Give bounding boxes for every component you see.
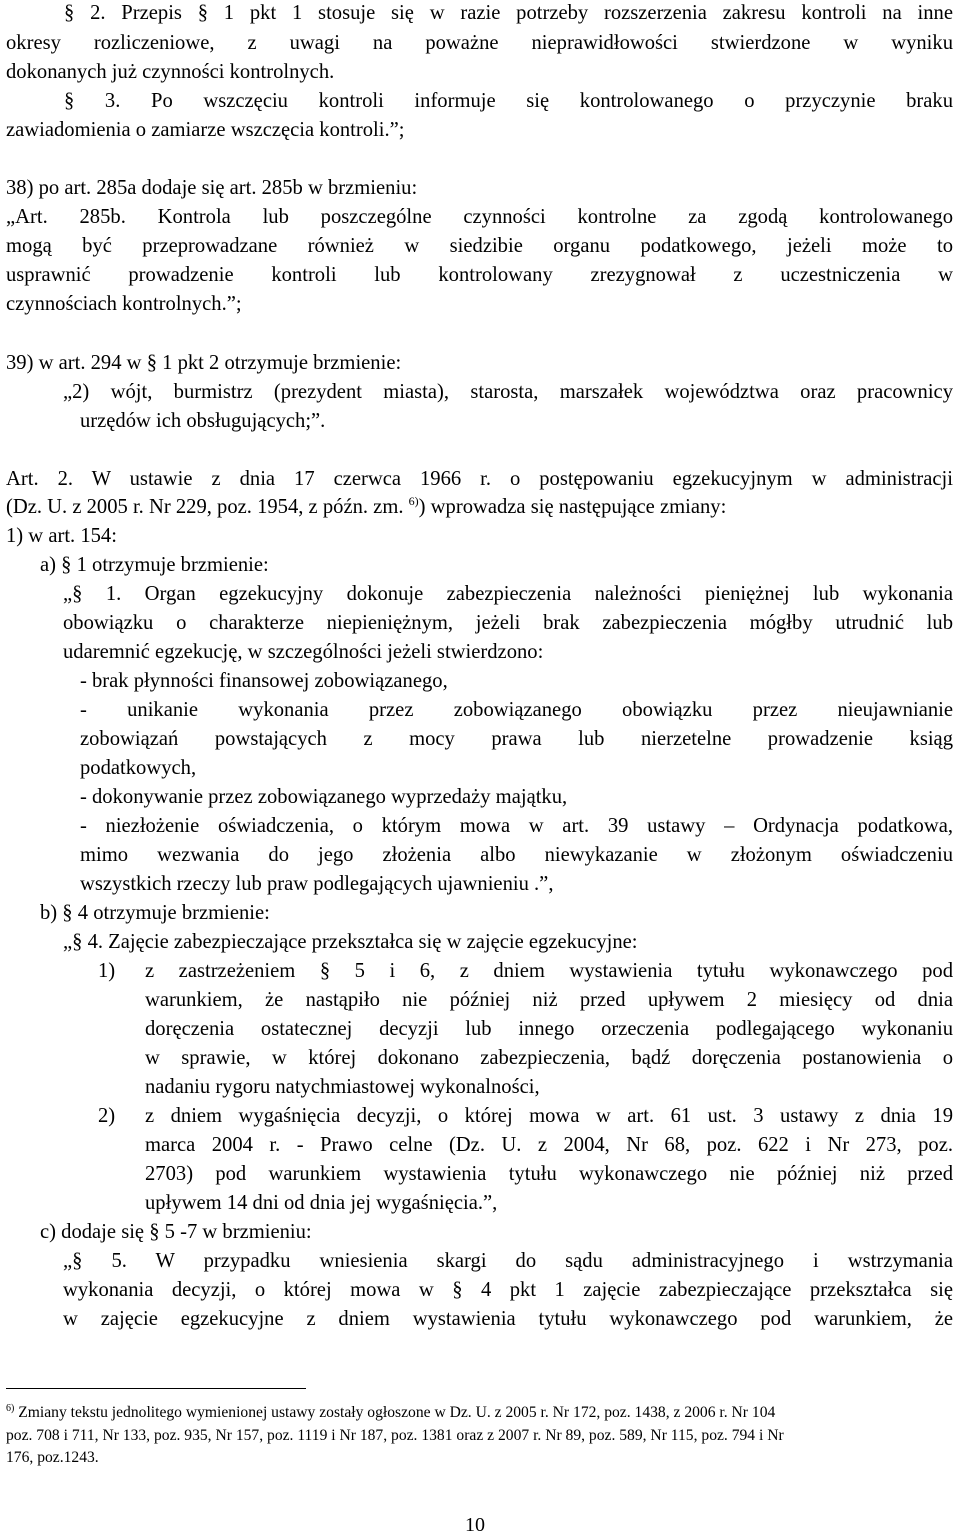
- text-line: okresy rozliczeniowe, z uwagi na poważne nieprawidłowości stwierdzone w wyniku: [6, 32, 953, 54]
- text-line: „§ 4. Zajęcie zabezpieczające przekształca się w zajęcie egzekucyjne:: [63, 931, 638, 953]
- text-line: 39) w art. 294 w § 1 pkt 2 otrzymuje brzmienie:: [6, 352, 402, 374]
- text-line: - niezłożenie oświadczenia, o którym mowa w art. 39 ustawy – Ordynacja podatkowa,: [80, 815, 953, 837]
- text-line: nadaniu rygoru natychmiastowej wykonalności,: [145, 1076, 540, 1098]
- text-line: z zastrzeżeniem § 5 i 6, z dniem wystawienia tytułu wykonawczego pod: [145, 960, 953, 982]
- text-line: czynnościach kontrolnych.”;: [6, 293, 242, 315]
- text-line: - dokonywanie przez zobowiązanego wyprzedaży majątku,: [80, 786, 568, 808]
- text-line: w sprawie, w której dokonano zabezpieczenia, bądź doręczenia postanowienia o: [145, 1047, 953, 1069]
- text-line: udaremnić egzekucję, w szczególności jeżeli stwierdzono:: [63, 641, 544, 663]
- text-line: „§ 1. Organ egzekucyjny dokonuje zabezpieczenia należności pieniężnej lub wykonania: [63, 583, 953, 605]
- text-line: 2703) pod warunkiem wystawienia tytułu wykonawczego nie później niż przed: [145, 1163, 953, 1185]
- text-line: dokonanych już czynności kontrolnych.: [6, 61, 335, 83]
- text-line: - brak płynności finansowej zobowiązanego,: [80, 670, 448, 692]
- text-line: urzędów ich obsługujących;”.: [80, 410, 326, 432]
- list-number: 1): [98, 960, 116, 982]
- text-line: wykonania decyzji, o której mowa w § 4 pkt 1 zajęcie zabezpieczające przekształca się: [63, 1279, 953, 1301]
- text-line: (Dz. U. z 2005 r. Nr 229, poz. 1954, z późn. zm. $^{6)}$) wprowadza się następujące zmiany:: [6, 494, 727, 518]
- text-line: w zajęcie egzekucyjne z dniem wystawienia tytułu wykonawczego pod warunkiem, że: [63, 1308, 953, 1330]
- text-line: wszystkich rzeczy lub praw podlegających ujawnieniu .”,: [80, 873, 554, 895]
- text-line: warunkiem, że nastąpiło nie później niż przed upływem 2 miesięcy od dnia: [145, 989, 953, 1011]
- text-line: doręczenia ostatecznej decyzji lub innego orzeczenia podlegającego wykonaniu: [145, 1018, 953, 1040]
- footnote-line: 176, poz.1243.: [6, 1449, 99, 1466]
- text-line: a) § 1 otrzymuje brzmienie:: [40, 554, 269, 576]
- text-line: mogą być przeprowadzane również w siedzibie organu podatkowego, jeżeli może to: [6, 235, 953, 257]
- footnote-line: poz. 708 i 711, Nr 133, poz. 935, Nr 157, poz. 1119 i Nr 187, poz. 1381 oraz z 2007 r. Nr 89, poz. 589, Nr 115, poz. 794 i Nr: [6, 1427, 784, 1444]
- text-line: usprawnić prowadzenie kontroli lub kontrolowany zrezygnował z uczestniczenia w: [6, 264, 953, 286]
- list-number: 2): [98, 1105, 116, 1127]
- text-line: - unikanie wykonania przez zobowiązanego obowiązku przez nieujawnianie: [80, 699, 953, 721]
- text-line: § 3. Po wszczęciu kontroli informuje się kontrolowanego o przyczynie braku: [64, 90, 953, 112]
- text-line: „§ 5. W przypadku wniesienia skargi do sądu administracyjnego i wstrzymania: [63, 1250, 953, 1272]
- text-line: b) § 4 otrzymuje brzmienie:: [40, 902, 270, 924]
- text-line: c) dodaje się § 5 -7 w brzmieniu:: [40, 1221, 312, 1243]
- footnote-marker: 6): [6, 1402, 15, 1414]
- text-line: „2) wójt, burmistrz (prezydent miasta), starosta, marszałek województwa oraz pracownicy: [63, 381, 953, 403]
- text-line: marca 2004 r. - Prawo celne (Dz. U. z 2004, Nr 68, poz. 622 i Nr 273, poz.: [145, 1134, 953, 1156]
- text-line: z dniem wygaśnięcia decyzji, o której mowa w art. 61 ust. 3 ustawy z dnia 19: [145, 1105, 953, 1127]
- text-line: 1) w art. 154:: [6, 525, 117, 547]
- text-line: obowiązku o charakterze niepieniężnym, jeżeli brak zabezpieczenia mógłby utrudnić lub: [63, 612, 953, 634]
- text-line: § 2. Przepis § 1 pkt 1 stosuje się w razie potrzeby rozszerzenia zakresu kontroli na inne: [64, 2, 953, 24]
- text-line: zobowiązań powstających z mocy prawa lub nierzetelne prowadzenie ksiąg: [80, 728, 953, 750]
- footnote-line: $^{6)}$ Zmiany tekstu jednolitego wymienionej ustawy zostały ogłoszone w Dz. U. z 2005 r. Nr 172, poz. 1438, z 2006 r. Nr 104: [6, 1402, 776, 1421]
- page-number: 10: [465, 1514, 485, 1536]
- text-line: Art. 2. W ustawie z dnia 17 czerwca 1966 r. o postępowaniu egzekucyjnym w administracji: [6, 468, 953, 490]
- footnote-separator: [6, 1388, 306, 1389]
- text-line: mimo wezwania do jego złożenia albo niewykazanie w złożonym oświadczeniu: [80, 844, 953, 866]
- text-line: podatkowych,: [80, 757, 197, 779]
- text-line: 38) po art. 285a dodaje się art. 285b w brzmieniu:: [6, 177, 418, 199]
- text-line: upływem 14 dni od dnia jej wygaśnięcia.”,: [145, 1192, 498, 1214]
- text-line: „Art. 285b. Kontrola lub poszczególne czynności kontrolne za zgodą kontrolowanego: [6, 206, 953, 228]
- text-line: zawiadomienia o zamiarze wszczęcia kontroli.”;: [6, 119, 405, 141]
- footnote-reference: 6): [408, 494, 419, 509]
